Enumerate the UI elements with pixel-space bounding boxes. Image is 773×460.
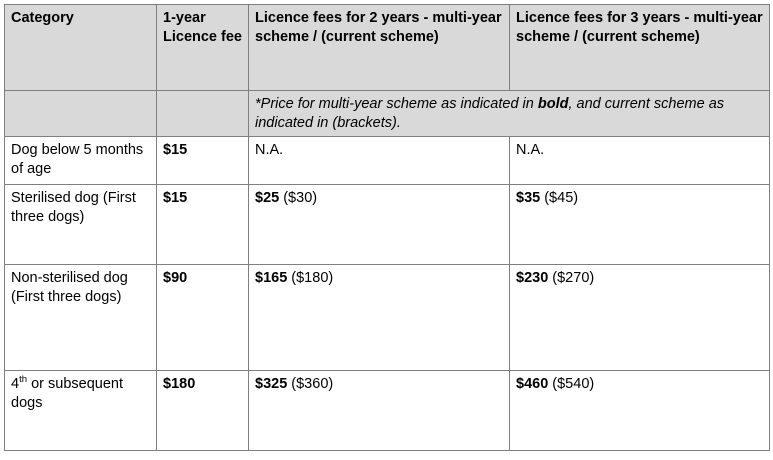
cell-three-year-fee	[510, 185, 770, 265]
note-spacer-category	[5, 91, 157, 137]
scheme-note	[249, 91, 770, 137]
table-row	[5, 137, 770, 185]
three-year-current: ($270)	[548, 270, 595, 287]
cell-category: Non-sterilised dog (First three dogs)	[5, 265, 157, 371]
category-remainder: or subsequent dogs	[11, 376, 123, 411]
cell-two-year-fee	[249, 371, 510, 451]
note-part-2: , and current scheme as indicated in (brackets).	[255, 96, 725, 131]
category-ordinal-number: 4	[11, 376, 20, 393]
cell-two-year-fee	[249, 265, 510, 371]
table-row	[5, 185, 770, 265]
note-spacer-one-year	[157, 91, 249, 137]
header-two-year-fee: Licence fees for 2 years - multi-year scheme / (current scheme)	[249, 5, 510, 91]
three-year-value: N.A.	[516, 142, 545, 159]
table-note-row	[5, 91, 770, 137]
three-year-current: ($540)	[548, 376, 595, 393]
two-year-value: $25	[255, 190, 280, 207]
header-category: Category	[5, 5, 157, 91]
three-year-value: $230	[516, 270, 549, 287]
cell-category	[5, 371, 157, 451]
cell-three-year-fee	[510, 265, 770, 371]
category-ordinal-suffix: th	[19, 374, 28, 386]
three-year-value: $460	[516, 376, 549, 393]
dog-licence-fee-table	[4, 4, 770, 451]
cell-one-year-fee: $15	[157, 185, 249, 265]
two-year-current: ($180)	[287, 270, 334, 287]
cell-three-year-fee	[510, 137, 770, 185]
two-year-value: $165	[255, 270, 288, 287]
cell-category: Dog below 5 months of age	[5, 137, 157, 185]
two-year-current: ($360)	[287, 376, 334, 393]
table-header-row	[5, 5, 770, 91]
two-year-current: ($30)	[279, 190, 318, 207]
header-one-year-fee: 1-year Licence fee	[157, 5, 249, 91]
cell-one-year-fee: $180	[157, 371, 249, 451]
table-row	[5, 371, 770, 451]
cell-one-year-fee: $15	[157, 137, 249, 185]
cell-category: Sterilised dog (First three dogs)	[5, 185, 157, 265]
cell-two-year-fee	[249, 137, 510, 185]
table-row	[5, 265, 770, 371]
header-three-year-fee: Licence fees for 3 years - multi-year scheme / (current scheme)	[510, 5, 770, 91]
three-year-current: ($45)	[540, 190, 579, 207]
cell-two-year-fee	[249, 185, 510, 265]
cell-three-year-fee	[510, 371, 770, 451]
two-year-value: N.A.	[255, 142, 284, 159]
two-year-value: $325	[255, 376, 288, 393]
cell-one-year-fee: $90	[157, 265, 249, 371]
three-year-value: $35	[516, 190, 541, 207]
note-bold-word: bold	[537, 96, 569, 112]
note-part-1: *Price for multi-year scheme as indicated in	[255, 96, 538, 112]
